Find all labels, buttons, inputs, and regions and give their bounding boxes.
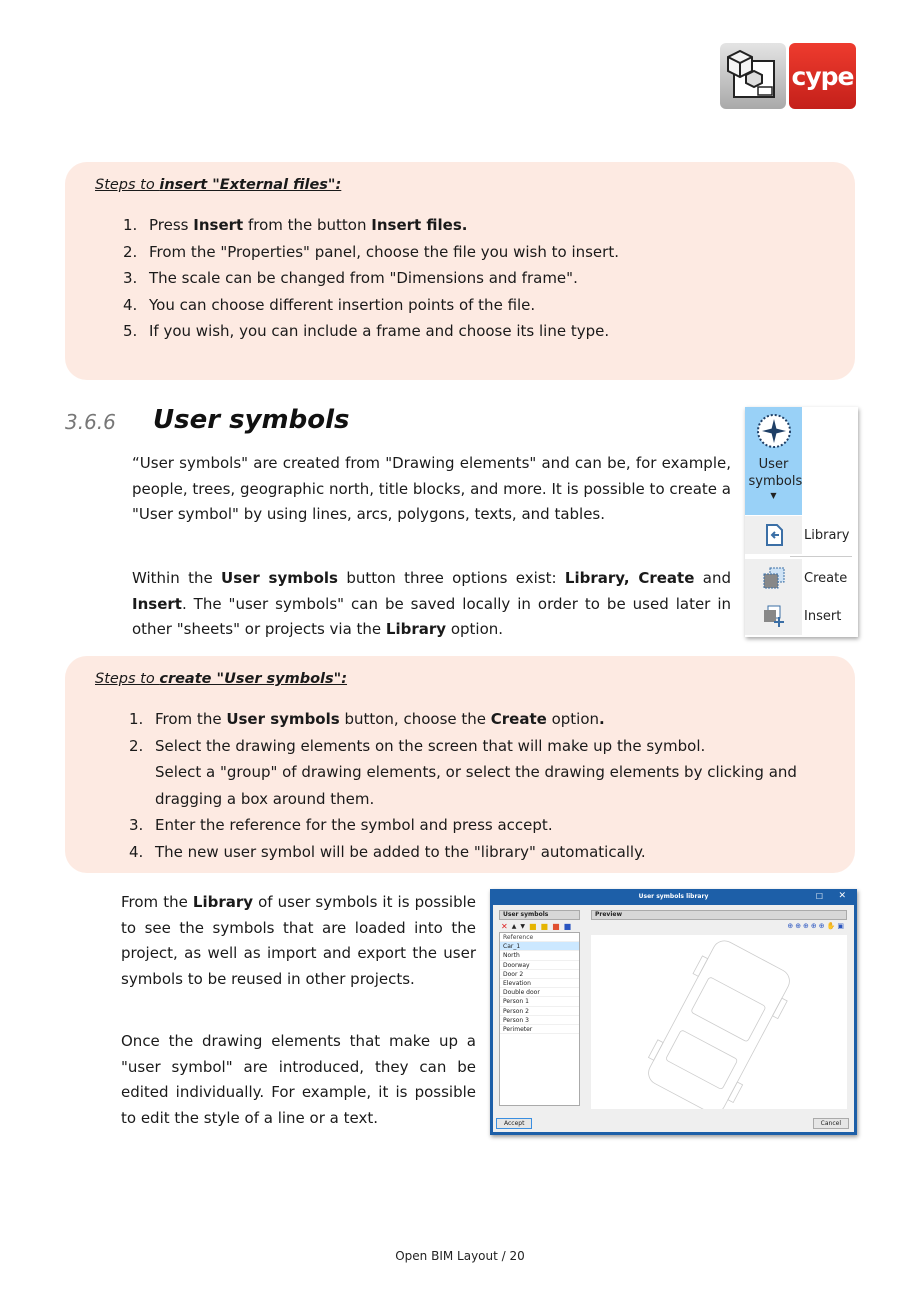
section-number: 3.6.6 [65, 410, 116, 434]
title-bold: insert "External files": [159, 177, 342, 193]
bold: Create [490, 710, 547, 728]
item-number: 2. [129, 736, 144, 755]
text: You can choose different insertion points of the file. [149, 295, 536, 314]
paragraph: “User symbols" are created from "Drawing elements" and can be, for example, people, trees, geographic north, title blocks, and more. It is possible to create a "User symbol" by using lines, arcs, polygons, texts, and tables. [132, 454, 731, 523]
text: If you wish, you can include a frame and choose its line type. [149, 322, 610, 340]
export-icon[interactable]: ■ [552, 922, 560, 931]
list-item [123, 318, 619, 345]
text: From the [121, 893, 193, 911]
window-icon[interactable]: ▣ [837, 922, 846, 930]
item-number: 4. [123, 295, 138, 314]
text: Select the drawing elements on the screen that will make up the symbol. [155, 736, 706, 755]
list-item[interactable]: Person 2 [500, 1007, 579, 1016]
list-item[interactable]: Car_1 [500, 942, 579, 951]
list-item[interactable]: Door 2 [500, 970, 579, 979]
list-item[interactable]: Person 1 [500, 997, 579, 1006]
dialog-body [493, 905, 854, 1132]
user-symbols-library-dialog [490, 889, 857, 1135]
text: The new user symbol will be added to the "library" automatically. [155, 842, 646, 861]
text: button, choose the [339, 710, 491, 728]
bold: User symbols [226, 710, 340, 728]
text: Press [149, 216, 194, 234]
item-number: 2. [123, 242, 138, 261]
steps-list [129, 706, 829, 865]
user-symbols-button[interactable] [745, 407, 802, 515]
text: from the button [243, 216, 372, 234]
text: button three options exist: [337, 569, 565, 587]
panel-header: Preview [591, 910, 847, 920]
import-icon[interactable]: ■ [528, 922, 537, 931]
bold: Library, Create [564, 569, 695, 587]
list-item[interactable]: Doorway [500, 961, 579, 970]
cancel-button[interactable]: Cancel [813, 1118, 849, 1129]
text: . The "user symbols" can be saved locally in order to be used later in other "sheets" or projects via the [132, 594, 731, 638]
item-number: 4. [129, 842, 144, 861]
panel-header: User symbols [499, 910, 580, 920]
list-item [123, 239, 619, 266]
close-icon[interactable]: ✕ [838, 891, 846, 901]
menu-item-insert[interactable] [745, 597, 858, 635]
menu-item-library[interactable] [745, 516, 858, 554]
menu-label: Library [804, 527, 850, 543]
compass-symbol-icon [754, 411, 794, 451]
text: From the "Properties" panel, choose the file you wish to insert. [149, 242, 619, 261]
text: Select a "group" of drawing elements, or select the drawing elements by clicking and dragging a box around them. [155, 763, 797, 808]
text: option. [446, 620, 504, 638]
menu-label: Insert [804, 608, 842, 624]
list-item [123, 292, 619, 319]
steps-list [123, 212, 619, 345]
paragraph [132, 566, 731, 643]
item-number: 3. [129, 816, 144, 834]
user-symbols-ribbon [745, 407, 858, 637]
pan-icon[interactable]: ✋ [826, 922, 838, 930]
preview-canvas[interactable] [591, 935, 847, 1109]
symbols-list [499, 932, 580, 1106]
list-item[interactable]: Elevation [500, 979, 579, 988]
paragraph [121, 890, 476, 992]
car-symbol-drawing [591, 935, 847, 1109]
dropdown-arrow-icon: ▼ [770, 491, 777, 500]
bold: Insert [193, 216, 244, 234]
maximize-icon[interactable]: ☐ [815, 892, 823, 901]
refresh-icon[interactable]: ■ [540, 922, 549, 931]
list-item [129, 706, 829, 733]
page-footer: Open BIM Layout / 20 [395, 1249, 525, 1263]
list-item[interactable]: Double door [500, 988, 579, 997]
text: The scale can be changed from "Dimensions and frame". [149, 269, 578, 287]
accept-button[interactable]: Accept [496, 1118, 532, 1129]
bold: . [599, 710, 605, 728]
list-toolbar [501, 922, 571, 931]
move-down-icon[interactable]: ▼ [520, 923, 525, 930]
bold: Insert files. [371, 216, 468, 234]
brand-text: cype [791, 61, 854, 91]
cube-plan-icon [720, 43, 786, 109]
delete-icon[interactable]: ✕ [501, 922, 508, 931]
bold: Insert [132, 594, 182, 613]
text: Within the [132, 569, 222, 587]
title-prefix: Steps to [95, 177, 160, 193]
zoom-icon[interactable]: ⊕⊕⊕⊕⊕ [787, 922, 827, 930]
list-item [129, 839, 829, 866]
text: option [546, 710, 600, 728]
text: From the [155, 710, 227, 728]
item-number: 1. [129, 710, 144, 728]
box-title [95, 177, 341, 193]
bold: Library [192, 893, 254, 911]
menu-label: Create [804, 570, 848, 586]
cype-logo [789, 43, 856, 109]
move-up-icon[interactable]: ▲ [511, 923, 517, 930]
app-logo [720, 43, 786, 109]
text: and [694, 569, 731, 587]
list-item[interactable]: Perimeter [500, 1025, 579, 1034]
create-icon [745, 559, 802, 597]
list-item [129, 733, 829, 813]
steps-create-box [65, 656, 855, 873]
text: Enter the reference for the symbol and press accept. [155, 816, 553, 834]
menu-item-create[interactable] [745, 559, 858, 597]
section-title: User symbols [153, 405, 350, 435]
list-item[interactable]: Person 3 [500, 1016, 579, 1025]
list-item [123, 265, 619, 292]
divider [790, 556, 852, 557]
dialog-title: User symbols library [638, 893, 709, 900]
insert-icon [745, 597, 802, 635]
button-label: User symbols [748, 457, 803, 489]
title-bold: create "User symbols": [159, 671, 348, 687]
preview-toolbar [787, 922, 846, 930]
item-number: 1. [123, 216, 138, 234]
steps-insert-box [65, 162, 855, 380]
save-icon[interactable]: ■ [563, 922, 572, 931]
list-item[interactable]: North [500, 951, 579, 960]
library-icon [745, 516, 802, 554]
column-header: Reference [500, 933, 579, 942]
bold: Library [385, 620, 447, 638]
paragraph: Once the drawing elements that make up a "user symbol" are introduced, they can be edited individually. For example, it is possible to edit the style of a line or a text. [121, 1032, 476, 1127]
text: of user symbols it is possible to see the symbols that are loaded into the project, as well as import and export the user symbols to be reused in other projects. [121, 893, 476, 988]
list-item [129, 812, 829, 839]
bold: User symbols [221, 569, 338, 587]
box-title [95, 671, 347, 687]
title-prefix: Steps to [95, 671, 160, 687]
item-number: 3. [123, 269, 138, 287]
list-item [123, 212, 619, 239]
item-number: 5. [123, 322, 138, 340]
